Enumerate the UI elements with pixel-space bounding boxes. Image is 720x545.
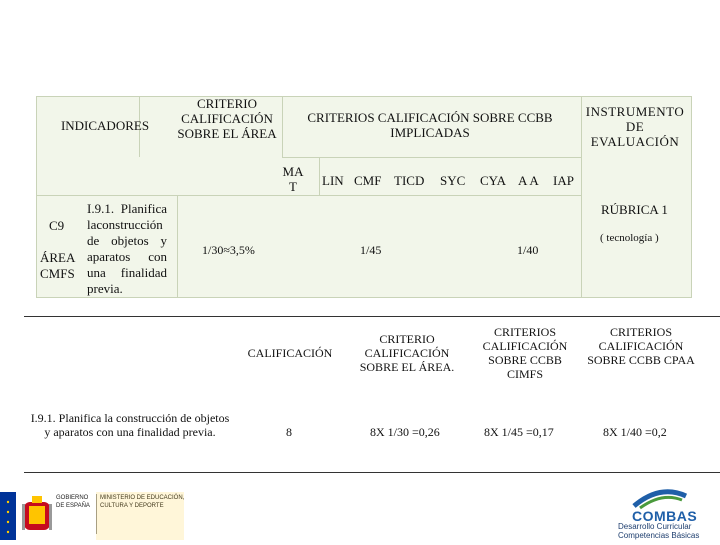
- divider: [282, 97, 283, 157]
- comp-lin: LIN: [322, 173, 344, 188]
- divider: [282, 157, 581, 158]
- comp-cya: CYA: [480, 173, 507, 188]
- comp-iap: IAP: [553, 173, 574, 188]
- criterio-area-header: CRITERIO CALIFICACIÓN SOBRE EL ÁREA: [177, 96, 277, 141]
- c9-label: C9: [49, 218, 65, 233]
- eu-flag-icon: [0, 492, 16, 540]
- comp-aa: AA: [518, 173, 541, 188]
- value-1-40: 1/40: [517, 243, 539, 257]
- combas-logo-text: COMBAS: [632, 508, 698, 524]
- instrumento-header: INSTRUMENTO DE EVALUACIÓN: [585, 104, 685, 149]
- row-cimfs: 8X 1/45 =0,17: [484, 425, 554, 439]
- value-1-45: 1/45: [360, 243, 382, 257]
- tecnologia-label: ( tecnología ): [600, 232, 659, 244]
- area-value: 1/30≈3,5%: [202, 243, 255, 257]
- ministry-band: [96, 492, 184, 540]
- calificacion-header: CALIFICACIÓN: [247, 346, 333, 360]
- criterios-cimfs-header: CRITERIOS CALIFICACIÓN SOBRE CCBB CIMFS: [482, 325, 568, 381]
- row-calificacion: 8: [286, 425, 292, 439]
- row-indicator-label: I.9.1. Planifica la construcción de objetos y aparatos con una finalidad previa.: [30, 411, 230, 439]
- comp-ticd: TICD: [394, 173, 425, 188]
- combas-tagline: Desarrollo Curricular Competencias Básicas: [618, 522, 700, 540]
- comp-syc: SYC: [440, 173, 466, 188]
- gobierno-espana-text: GOBIERNO DE ESPAÑA: [56, 495, 90, 509]
- criterios-ccbb-header: CRITERIOS CALIFICACIÓN SOBRE CCBB IMPLICADAS: [307, 110, 553, 140]
- area-label: ÁREA: [40, 250, 76, 265]
- indicator-text: I.9.1. Planifica laconstrucción de objetos y aparatos con una finalidad previa.: [87, 201, 167, 296]
- comp-cmf: CMF: [354, 173, 382, 188]
- combas-swoosh-icon: [630, 484, 690, 510]
- divider: [319, 157, 320, 195]
- row-cpaa: 8X 1/40 =0,2: [603, 425, 667, 439]
- ministerio-text: MINISTERIO DE EDUCACIÓN, CULTURA Y DEPORTE: [100, 495, 185, 509]
- divider: [177, 195, 178, 297]
- criterio-area-col-header: CRITERIO CALIFICACIÓN SOBRE EL ÁREA.: [359, 332, 455, 374]
- spain-coat-of-arms-icon: [20, 494, 54, 536]
- indicadores-header: INDICADORES: [60, 118, 150, 133]
- table-bottom-rule: [24, 472, 720, 473]
- divider: [37, 195, 581, 196]
- cmfs-label: CMFS: [40, 266, 75, 281]
- comp-mat: MA T: [282, 164, 304, 194]
- rubrica-label: RÚBRICA 1: [601, 202, 668, 217]
- row-criterio-area: 8X 1/30 =0,26: [370, 425, 440, 439]
- table-top-rule: [24, 316, 720, 317]
- criterios-cpaa-header: CRITERIOS CALIFICACIÓN SOBRE CCBB CPAA: [587, 325, 695, 367]
